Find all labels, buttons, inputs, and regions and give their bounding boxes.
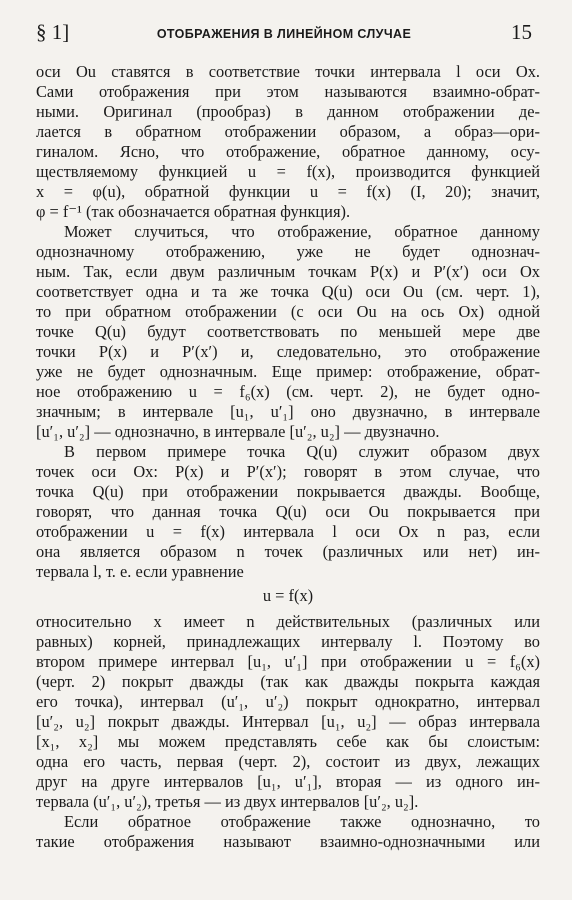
text-line: такие отображения называют взаимно-однозначными или: [36, 832, 540, 851]
text-line: [u′₂, u₂] покрыт дважды. Интервал [u₁, u₂] — образ интервала: [36, 712, 540, 731]
text-line: втором примере интервал [u₁, u′₁] при отображении u = f₆(x): [36, 652, 540, 671]
text-line: тервала (u′₁, u′₂), третья — из двух интервалов [u′₂, u₂].: [36, 792, 419, 811]
text-line: одна его часть, первая (черт. 2), состоит из двух, лежащих: [36, 752, 540, 771]
text-line: Сами отображения при этом называются взаимно-обрат-: [36, 82, 540, 101]
text-line: (черт. 2) покрыт дважды (так как дважды покрыта каждая: [36, 672, 540, 691]
text-line: соответствует одна и та же точка Q(u) оси Ou (см. черт. 1),: [36, 282, 540, 301]
running-header: [36, 18, 532, 48]
text-line: точек оси Ox: P(x) и P′(x′); говорят в этом случае, что: [36, 462, 540, 481]
text-line: [u′₁, u′₂] — однозначно, в интервале [u′₂, u₂] — двузначно.: [36, 422, 440, 441]
text-line: однозначному отображению, уже не будет однознач-: [36, 242, 540, 261]
text-line: друг на друге интервалов [u₁, u′₁], вторая — из одного ин-: [36, 772, 540, 791]
text-line: относительно x имеет n действительных (различных или: [36, 612, 540, 631]
text-line: лается в обратном отображении образом, а образ—ори-: [36, 122, 540, 141]
text-line: ществляемому функцией u = f(x), производится функцией: [36, 162, 540, 181]
running-title: ОТОБРАЖЕНИЯ В ЛИНЕЙНОМ СЛУЧАЕ: [156, 27, 412, 41]
text-line: x = φ(u), обратной функции u = f(x) (I, 20); значит,: [36, 182, 540, 201]
paragraph-start: В первом примере точка Q(u) служит образом двух: [64, 442, 540, 461]
text-line: φ = f⁻¹ (так обозначается обратная функция).: [36, 202, 351, 221]
text-line: его точка), интервал (u′₁, u′₂) покрыт однократно, интервал: [36, 692, 540, 711]
text-line: оси Ou ставятся в соответствие точки интервала l оси Ox.: [36, 62, 540, 81]
text-line: точки P(x) и P′(x′) и, следовательно, это отображение: [36, 342, 540, 361]
text-line: [x₁, x₂] мы можем представлять себе как бы слоистым:: [36, 732, 540, 751]
text-line: то при обратном отображении (с оси Ou на ось Ox) одной: [36, 302, 540, 321]
display-equation: u = f(x): [262, 586, 314, 605]
body-text: [36, 62, 540, 852]
text-line: точке Q(u) будут соответствовать по меньшей мере две: [36, 322, 540, 341]
section-marker: § 1]: [36, 20, 70, 44]
text-line: равных) корней, принадлежащих интервалу l. Поэтому во: [36, 632, 540, 651]
text-line: значным; в интервале [u₁, u′₁] оно двузначно, в интервале: [36, 402, 540, 421]
paragraph-start: Если обратное отображение также однозначно, то: [64, 812, 540, 831]
text-line: ным. Так, если двум различным точкам P(x) и P′(x′) оси Ox: [36, 262, 540, 281]
text-line: ное отображению u = f₆(x) (см. черт. 2), не будет одно-: [36, 382, 540, 401]
text-line: уже не будет однозначным. Еще пример: отображение, обрат-: [36, 362, 540, 381]
paragraph-start: Может случиться, что отображение, обратное данному: [64, 222, 540, 241]
text-line: тервала l, т. е. если уравнение: [36, 562, 244, 581]
text-line: говорят, что данная точка Q(u) оси Ou покрывается при: [36, 502, 540, 521]
text-line: она является образом n точек (различных или нет) ин-: [36, 542, 540, 561]
page-number: 15: [511, 20, 532, 44]
text-line: отображении u = f(x) интервала l оси Ox n раз, если: [36, 522, 540, 541]
text-line: гиналом. Ясно, что отображение, обратное данному, осу-: [36, 142, 540, 161]
text-line: ными. Оригинал (прообраз) в данном отображении де-: [36, 102, 540, 121]
text-line: точка Q(u) при отображении покрывается дважды. Вообще,: [36, 482, 540, 501]
